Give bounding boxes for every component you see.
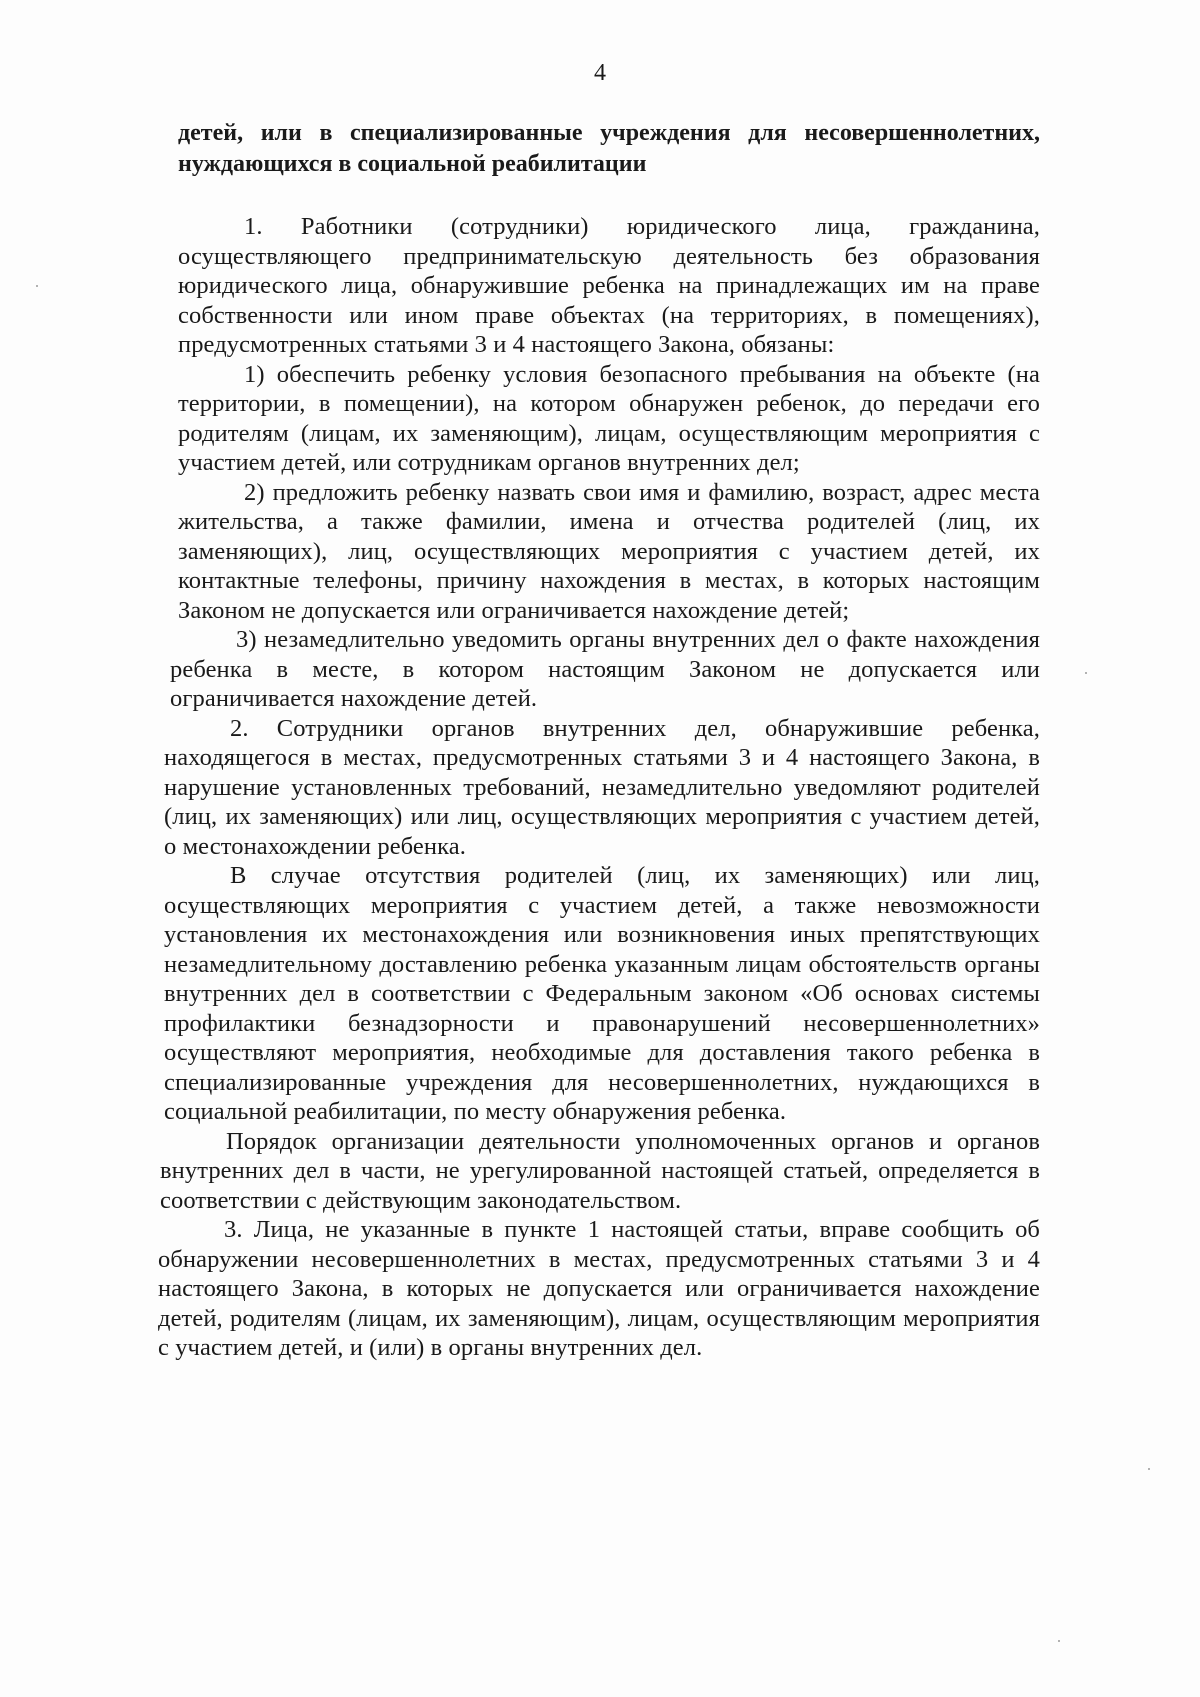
scan-speck (1148, 1468, 1150, 1470)
paragraph-clause-2-continued: В случае отсутствия родителей (лиц, их заменяющих) или лиц, осуществляющих мероприятия с участием детей, а также невозможности установления их местонахождения или возникновения иных препятствующих незамедлительному доставлению ребенка указанным лицам обстоятельств органы внутренних дел в соответствии с Федеральным законом «Об основах системы профилактики безнадзорности и правонарушений несовершеннолетних» осуществляют мероприятия, необходимые для доставления такого ребенка в специализированные учреждения для несовершеннолетних, нуждающихся в социальной реабилитации, по месту обнаружения ребенка. (164, 862, 1040, 1125)
page-number: 4 (594, 60, 606, 86)
paragraph-clause-2-procedure: Порядок организации деятельности уполномоченных органов и органов внутренних дел в части, не урегулированной настоящей статьей, определяется в соответствии с действующим законодательством. (160, 1127, 1040, 1214)
scan-speck (36, 285, 38, 287)
paragraph-subclause-2: 2) предложить ребенку назвать свои имя и фамилию, возраст, адрес места жительства, а также фамилии, имена и отчества родителей (лиц, их заменяющих), лиц, осуществляющих мероприятия с участием детей, их контактные телефоны, причину нахождения в местах, в которых настоящим Законом не допускается или ограничивается нахождение детей; (178, 478, 1040, 624)
paragraph-subclause-3: 3) незамедлительно уведомить органы внутренних дел о факте нахождения ребенка в месте, в котором настоящим Законом не допускается или ограничивается нахождение детей. (170, 626, 1040, 712)
scan-speck (1085, 672, 1087, 674)
paragraph-subclause-1: 1) обеспечить ребенку условия безопасного пребывания на объекте (на территории, в помещении), на котором обнаружен ребенок, до передачи его родителям (лицам, их заменяющим), лицам, осуществляющим мероприятия с участием детей, или сотрудникам органов внутренних дел; (178, 360, 1040, 476)
paragraph-clause-1: 1. Работники (сотрудники) юридического лица, гражданина, осуществляющего предпринимательскую деятельность без образования юридического лица, обнаружившие ребенка на принадлежащих им на праве собственности или ином праве объектах (на территориях, в помещениях), предусмотренных статьями 3 и 4 настоящего Закона, обязаны: (178, 213, 1040, 358)
scan-speck (1058, 1640, 1060, 1642)
section-heading: детей, или в специализированные учреждения для несовершеннолетних, нуждающихся в социальной реабилитации (178, 120, 1040, 177)
paragraph-clause-3: 3. Лица, не указанные в пункте 1 настоящей статьи, вправе сообщить об обнаружении несовершеннолетних в местах, предусмотренных статьями 3 и 4 настоящего Закона, в которых не допускается или ограничивается нахождение детей, родителям (лицам, их заменяющим), лицам, осуществляющим мероприятия с участием детей, и (или) в органы внутренних дел. (158, 1216, 1040, 1361)
paragraph-clause-2: 2. Сотрудники органов внутренних дел, обнаружившие ребенка, находящегося в местах, предусмотренных статьями 3 и 4 настоящего Закона, в нарушение установленных требований, незамедлительно уведомляют родителей (лиц, их заменяющих) или лиц, осуществляющих мероприятия с участием детей, о местонахождении ребенка. (164, 714, 1040, 860)
document-body (158, 118, 1040, 1363)
